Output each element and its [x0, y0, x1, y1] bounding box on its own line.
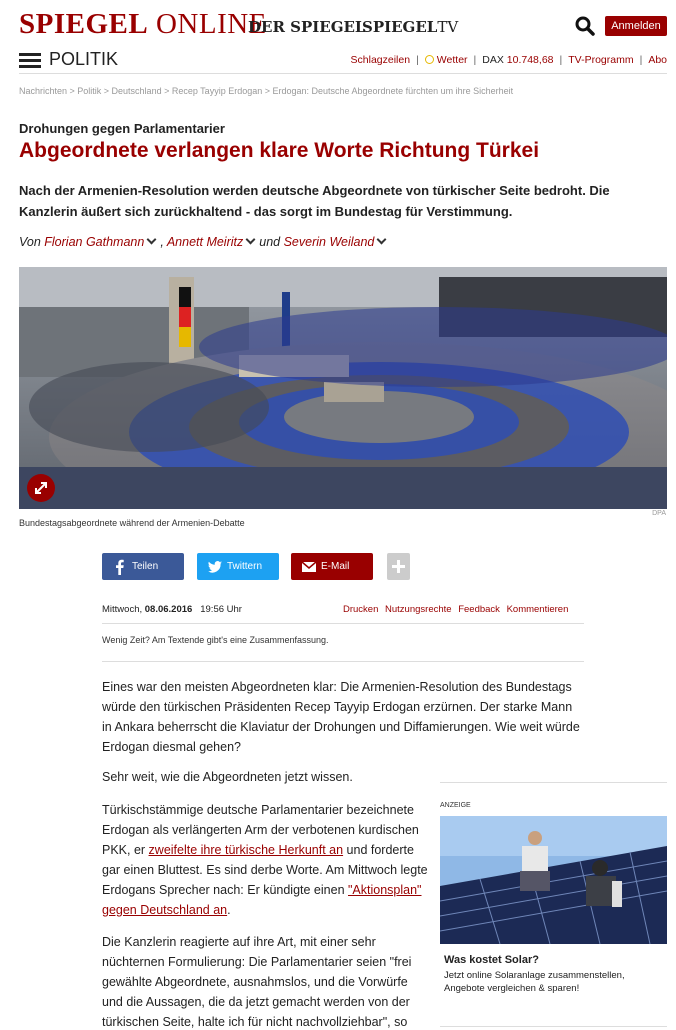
chevron-down-icon[interactable]	[377, 235, 387, 245]
der-spiegel-link[interactable]: DER SPIEGEL	[248, 18, 366, 36]
login-button[interactable]: Anmelden	[605, 16, 667, 36]
share-twitter-button[interactable]: Twittern	[197, 553, 279, 580]
solar-workers-photo	[440, 816, 667, 944]
article-paragraph-3: Türkischstämmige deutsche Parlamentarier bezeichnete Erdogan als verlängerten Arm der verbotenen kurdischen PKK, er zweifelte ihre türkische Herkunft an und forderte gar einen Bluttest. Es sind derbe Worte. Am Mittwoch legte Erdogans Sprecher nach: Er kündigte einen "Aktionsplan" gegen Deutschland an.	[102, 803, 428, 917]
facebook-icon	[112, 559, 128, 575]
nav-dax-value[interactable]: 10.748,68	[506, 54, 554, 66]
nav-wetter[interactable]: Wetter	[436, 54, 468, 66]
section-navbar	[19, 48, 667, 74]
expand-image-icon[interactable]	[27, 474, 55, 502]
image-credit: DPA	[652, 510, 666, 517]
hero-image[interactable]	[19, 267, 667, 509]
ad-title[interactable]: Was kostet Solar?	[444, 954, 539, 966]
author-line: Von Florian Gathmann , Annett Meiritz und Severin Weiland	[19, 235, 390, 249]
divider	[102, 623, 584, 624]
spiegel-online-logo[interactable]: SPIEGEL ONLINE	[19, 8, 267, 40]
site-header	[0, 0, 676, 44]
ad-image[interactable]	[440, 816, 667, 944]
article-paragraph-2: Sehr weit, wie die Abgeordneten jetzt wissen.	[102, 770, 353, 784]
nav-dax-label[interactable]: DAX	[482, 54, 504, 66]
nav-links: Schlagzeilen | Wetter | DAX 10.748,68 | TV-Programm | Abo	[350, 54, 667, 66]
share-more-button[interactable]	[387, 553, 410, 580]
mail-icon	[301, 559, 317, 575]
chevron-down-icon[interactable]	[246, 235, 256, 245]
search-icon[interactable]	[575, 16, 595, 36]
twitter-icon	[207, 559, 223, 575]
divider	[440, 782, 667, 783]
nav-schlagzeilen[interactable]: Schlagzeilen	[350, 54, 411, 66]
ad-text[interactable]: Jetzt online Solaranlage zusammenstellen, Angebote vergleichen & sparen!	[444, 970, 625, 994]
bundestag-photo	[19, 267, 667, 509]
article-tools	[343, 604, 572, 615]
article-headline: Abgeordnete verlangen klare Worte Richtung Türkei	[19, 139, 540, 162]
weather-sun-icon	[425, 55, 434, 64]
link-aktionsplan[interactable]: "Aktionsplan" gegen Deutschland an	[102, 883, 422, 917]
divider	[440, 1026, 667, 1027]
spiegel-tv-link[interactable]: SPIEGELTV	[362, 18, 459, 36]
nav-abo[interactable]: Abo	[648, 54, 667, 66]
share-facebook-button[interactable]: Teilen	[102, 553, 184, 580]
usage-rights-link[interactable]: Nutzungsrechte	[385, 604, 452, 615]
article-teaser: Nach der Armenien-Resolution werden deutsche Abgeordnete von türkischer Seite bedroht. Die Kanzlerin äußert sich zurückhaltend - das sorgt im Bundestag für Verstimmung.	[19, 183, 610, 219]
feedback-link[interactable]: Feedback	[458, 604, 500, 615]
author-link-3[interactable]: Severin Weiland	[283, 235, 375, 249]
breadcrumb[interactable]: Nachrichten > Politik > Deutschland > Recep Tayyip Erdogan > Erdogan: Deutsche Abgeordnete fürchten um ihre Sicherheit	[19, 86, 514, 96]
comment-link[interactable]: Kommentieren	[506, 604, 569, 615]
author-link-1[interactable]: Florian Gathmann	[44, 235, 145, 249]
chevron-down-icon[interactable]	[147, 235, 157, 245]
nav-tv-programm[interactable]: TV-Programm	[568, 54, 634, 66]
plus-icon	[387, 553, 410, 580]
print-link[interactable]: Drucken	[343, 604, 379, 615]
section-title[interactable]: POLITIK	[49, 49, 119, 69]
ad-label: ANZEIGE	[440, 802, 471, 809]
hamburger-menu-icon[interactable]	[19, 53, 41, 67]
link-herkunft[interactable]: zweifelte ihre türkische Herkunft an	[148, 843, 344, 857]
summary-note[interactable]: Wenig Zeit? Am Textende gibt's eine Zusammenfassung.	[102, 635, 329, 645]
author-link-2[interactable]: Annett Meiritz	[166, 235, 244, 249]
image-caption: Bundestagsabgeordnete während der Armenien-Debatte	[19, 518, 245, 528]
publish-date: Mittwoch, 08.06.2016 19:56 Uhr	[102, 604, 242, 615]
divider	[102, 661, 584, 662]
share-email-button[interactable]: E-Mail	[291, 553, 373, 580]
article-paragraph-1: Eines war den meisten Abgeordneten klar: Die Armenien-Resolution des Bundestags würde den türkischen Präsidenten Recep Tayyip Erdogan erzürnen. Der starke Mann in Ankara beherrscht die Klaviatur der Drohungen und Diffamierungen. Wie weit würde Erdogan diesmal gehen?	[102, 680, 580, 754]
article-kicker: Drohungen gegen Parlamentarier	[19, 121, 225, 136]
article-paragraph-4: Die Kanzlerin reagierte auf ihre Art, mit einer sehr nüchternen Formulierung: Die Parlamentarier seien "frei gewählte Abgeordnete, ausnahmslos, und die Vorwürfe und die Aussagen, die da jetzt gemacht werden von der türkischen Seite, halte ich für nicht nachvollziehbar", so	[102, 935, 412, 1029]
